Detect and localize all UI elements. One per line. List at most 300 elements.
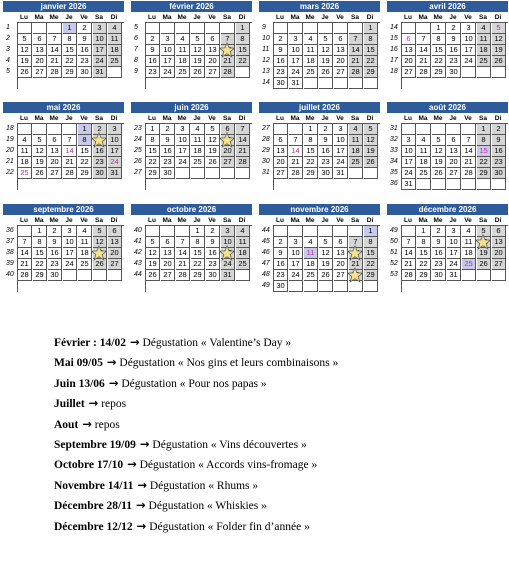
weekday-header: Ma — [162, 115, 172, 122]
day-cell: 26 — [477, 259, 491, 270]
week-number: 8 — [134, 57, 138, 64]
day-cell: 6 — [447, 135, 461, 146]
day-cell: 24 — [161, 67, 175, 78]
day-cell: 21 — [349, 259, 363, 270]
event-date: Juin 13/06 — [54, 377, 105, 390]
weekday-header: Sa — [223, 217, 231, 224]
day-cell: 4 — [18, 135, 32, 146]
day-cell: 16 — [93, 146, 107, 157]
day-cell: 27 — [402, 67, 416, 78]
event-date: Décembre 28/11 — [54, 500, 133, 513]
weekday-header: Me — [305, 14, 315, 21]
day-cell: 6 — [402, 34, 416, 45]
day-cell: 11 — [304, 248, 318, 259]
day-cell: 28 — [289, 168, 303, 179]
weekday-header: Di — [110, 14, 118, 21]
day-cell: 27 — [334, 67, 348, 78]
week-number: 13 — [262, 68, 270, 75]
day-cell: 8 — [33, 237, 47, 248]
day-cell: 26 — [191, 67, 205, 78]
event-line — [54, 414, 120, 434]
day-cell: 25 — [349, 157, 363, 168]
weekday-header: Me — [49, 14, 59, 21]
day-cell: 16 — [48, 248, 62, 259]
day-cell: 26 — [364, 157, 378, 168]
weekday-header: Ma — [34, 14, 44, 21]
month-title: février 2026 — [131, 1, 252, 12]
day-cell: 22 — [191, 259, 205, 270]
day-cell: 23 — [146, 67, 160, 78]
day-cell: 17 — [289, 56, 303, 67]
day-cell: 18 — [108, 45, 122, 56]
weekday-header: Lu — [148, 14, 156, 21]
day-cell: 26 — [206, 157, 220, 168]
arrow-icon: → — [125, 335, 140, 349]
day-cell: 8 — [78, 135, 92, 146]
day-cell — [477, 67, 491, 78]
event-date: Octobre 17/10 — [54, 459, 124, 472]
day-cell: 7 — [417, 34, 431, 45]
day-cell: 8 — [191, 237, 205, 248]
day-cell: 27 — [492, 259, 506, 270]
day-cell: 12 — [432, 146, 446, 157]
day-cell: 23 — [78, 56, 92, 67]
week-number: 25 — [134, 147, 142, 154]
day-cell: 2 — [432, 226, 446, 237]
week-number: 43 — [134, 260, 142, 267]
week-number: 27 — [134, 169, 142, 176]
day-cell: 16 — [492, 146, 506, 157]
weekday-header: Je — [65, 115, 73, 122]
month-title: juin 2026 — [131, 102, 252, 113]
day-cell: 22 — [432, 56, 446, 67]
day-cell: 13 — [334, 248, 348, 259]
day-cell: 5 — [93, 226, 107, 237]
day-cell: 21 — [462, 157, 476, 168]
day-cell: 15 — [364, 45, 378, 56]
event-text: Dégustation « Valentine’s Day » — [139, 337, 292, 349]
weekday-header: Di — [366, 14, 374, 21]
day-cell: 11 — [477, 34, 491, 45]
day-cell: 27 — [221, 157, 235, 168]
day-cell: 1 — [191, 226, 205, 237]
day-cell: 29 — [63, 67, 77, 78]
day-cell: 16 — [146, 56, 160, 67]
day-cell: 29 — [364, 67, 378, 78]
day-cell: 3 — [402, 135, 416, 146]
day-cell: 16 — [78, 45, 92, 56]
day-cell: 14 — [402, 248, 416, 259]
weekday-header: Di — [366, 217, 374, 224]
week-number: 3 — [6, 46, 10, 53]
week-number: 31 — [262, 169, 270, 176]
day-cell — [304, 78, 318, 89]
day-cell: 20 — [48, 157, 62, 168]
week-number: 36 — [6, 227, 14, 234]
day-cell: 30 — [78, 67, 92, 78]
week-number: 12 — [262, 57, 270, 64]
day-cell: 17 — [462, 45, 476, 56]
day-cell: 9 — [432, 237, 446, 248]
day-cell: 2 — [93, 124, 107, 135]
week-number: 33 — [390, 147, 398, 154]
month-7 — [387, 102, 508, 196]
day-cell: 25 — [78, 259, 92, 270]
week-number: 19 — [6, 136, 14, 143]
month-5 — [131, 102, 252, 196]
weekday-header: Lu — [148, 115, 156, 122]
day-cell: 27 — [274, 168, 288, 179]
day-cell: 5 — [432, 135, 446, 146]
day-cell — [334, 78, 348, 89]
day-cell: 6 — [33, 34, 47, 45]
day-cell: 16 — [206, 248, 220, 259]
week-number: 20 — [6, 147, 14, 154]
day-cell: 15 — [63, 45, 77, 56]
day-cell: 30 — [274, 281, 288, 292]
weekday-header: Sa — [351, 217, 359, 224]
weekday-header: Je — [449, 217, 457, 224]
day-cell: 24 — [289, 67, 303, 78]
month-title: avril 2026 — [387, 1, 508, 12]
day-cell — [108, 67, 122, 78]
day-cell: 12 — [206, 135, 220, 146]
weekday-header: Sa — [223, 14, 231, 21]
month-11 — [387, 204, 508, 298]
day-cell: 12 — [319, 45, 333, 56]
day-cell — [432, 124, 446, 135]
event-line — [54, 373, 267, 393]
day-grid — [401, 22, 508, 89]
weekday-header: Di — [494, 217, 502, 224]
day-cell: 12 — [18, 45, 32, 56]
weekday-header: Ma — [290, 14, 300, 21]
day-cell: 26 — [492, 56, 506, 67]
day-cell: 18 — [176, 56, 190, 67]
week-number: 28 — [262, 136, 270, 143]
day-cell: 5 — [319, 34, 333, 45]
event-text: Dégustation « Vins découvertes » — [149, 439, 307, 451]
day-cell: 14 — [48, 45, 62, 56]
day-cell — [334, 23, 348, 34]
weekday-header: Ve — [464, 14, 472, 21]
day-cell: 22 — [364, 56, 378, 67]
day-cell: 22 — [63, 56, 77, 67]
weekday-header: Me — [177, 115, 187, 122]
weekday-header: Ma — [34, 217, 44, 224]
day-cell: 4 — [191, 124, 205, 135]
weekday-header: Ve — [336, 217, 344, 224]
month-6 — [259, 102, 380, 196]
day-cell: 30 — [492, 168, 506, 179]
day-cell: 15 — [191, 248, 205, 259]
day-cell: 3 — [221, 226, 235, 237]
weekday-header: Ma — [418, 217, 428, 224]
event-date: Juillet — [54, 398, 85, 411]
day-cell: 5 — [492, 23, 506, 34]
day-cell — [417, 23, 431, 34]
day-cell: 19 — [319, 56, 333, 67]
day-cell: 3 — [63, 226, 77, 237]
day-cell: 14 — [18, 248, 32, 259]
day-cell: 18 — [304, 56, 318, 67]
day-cell: 22 — [236, 56, 250, 67]
day-cell — [364, 78, 378, 89]
day-cell: 15 — [417, 248, 431, 259]
day-cell: 6 — [108, 226, 122, 237]
day-cell: 2 — [78, 23, 92, 34]
day-cell: 21 — [402, 259, 416, 270]
weekday-header: Ve — [336, 115, 344, 122]
day-cell: 23 — [432, 259, 446, 270]
week-number: 48 — [262, 271, 270, 278]
week-number: 5 — [6, 68, 10, 75]
week-number: 42 — [134, 249, 142, 256]
star-icon — [219, 132, 235, 148]
weekday-header: Me — [433, 14, 443, 21]
day-cell — [319, 281, 333, 292]
day-cell — [319, 23, 333, 34]
day-cell — [349, 78, 363, 89]
day-cell: 30 — [161, 168, 175, 179]
weekday-header: Lu — [276, 217, 284, 224]
event-line — [54, 393, 126, 413]
day-cell — [78, 270, 92, 281]
day-cell: 30 — [447, 67, 461, 78]
day-cell: 27 — [161, 270, 175, 281]
weekday-header: Ma — [162, 217, 172, 224]
day-cell: 21 — [18, 259, 32, 270]
weekday-header: Me — [49, 217, 59, 224]
day-cell — [93, 270, 107, 281]
day-cell: 1 — [63, 23, 77, 34]
day-cell: 11 — [18, 146, 32, 157]
day-cell: 4 — [349, 124, 363, 135]
weekday-header: Ve — [80, 217, 88, 224]
day-cell: 4 — [304, 34, 318, 45]
weekday-header: Je — [449, 115, 457, 122]
week-number: 22 — [6, 169, 14, 176]
month-title: novembre 2026 — [259, 204, 380, 215]
day-cell — [432, 179, 446, 190]
day-cell: 19 — [33, 157, 47, 168]
day-cell — [176, 168, 190, 179]
week-number: 46 — [262, 249, 270, 256]
day-cell: 1 — [364, 23, 378, 34]
day-cell: 7 — [236, 124, 250, 135]
week-number: 41 — [134, 238, 142, 245]
day-cell: 7 — [349, 34, 363, 45]
day-cell: 13 — [447, 146, 461, 157]
day-cell: 10 — [402, 146, 416, 157]
day-cell — [492, 270, 506, 281]
day-cell: 14 — [176, 248, 190, 259]
day-cell: 8 — [432, 34, 446, 45]
day-cell — [304, 23, 318, 34]
day-cell — [63, 270, 77, 281]
day-cell: 5 — [206, 124, 220, 135]
week-number: 52 — [390, 260, 398, 267]
weekday-header: Ve — [464, 217, 472, 224]
event-text: Dégustation « Accords vins-fromage » — [136, 459, 318, 472]
day-cell: 28 — [462, 168, 476, 179]
day-cell: 10 — [447, 237, 461, 248]
event-line — [54, 475, 258, 495]
day-cell: 16 — [161, 146, 175, 157]
weekday-header: Je — [321, 115, 329, 122]
day-cell — [402, 124, 416, 135]
day-cell — [18, 23, 32, 34]
day-cell — [349, 168, 363, 179]
day-cell: 9 — [78, 34, 92, 45]
day-cell: 22 — [304, 157, 318, 168]
day-cell — [349, 23, 363, 34]
day-cell: 25 — [417, 168, 431, 179]
day-cell: 18 — [236, 248, 250, 259]
day-cell: 28 — [349, 67, 363, 78]
day-cell: 4 — [236, 226, 250, 237]
day-cell: 4 — [477, 23, 491, 34]
day-cell: 12 — [33, 146, 47, 157]
week-number: 7 — [134, 46, 138, 53]
day-cell: 8 — [63, 34, 77, 45]
day-cell: 20 — [447, 157, 461, 168]
week-number: 14 — [262, 79, 270, 86]
day-cell: 14 — [417, 45, 431, 56]
day-cell: 5 — [364, 124, 378, 135]
month-title: janvier 2026 — [3, 1, 124, 12]
day-cell: 25 — [304, 67, 318, 78]
day-cell — [349, 226, 363, 237]
day-cell: 8 — [364, 34, 378, 45]
day-cell: 1 — [477, 124, 491, 135]
weekday-header: Di — [494, 14, 502, 21]
day-cell: 2 — [161, 124, 175, 135]
day-cell: 13 — [48, 146, 62, 157]
day-cell: 20 — [161, 259, 175, 270]
weekday-header: Di — [238, 217, 246, 224]
day-cell: 5 — [477, 226, 491, 237]
arrow-icon: → — [102, 355, 117, 370]
week-number: 6 — [134, 35, 138, 42]
weekday-header: Lu — [20, 217, 28, 224]
day-cell: 28 — [402, 270, 416, 281]
event-line — [54, 454, 317, 474]
day-cell — [492, 179, 506, 190]
day-cell: 6 — [206, 34, 220, 45]
event-date: Aout — [54, 418, 79, 431]
day-cell: 11 — [78, 237, 92, 248]
day-cell: 25 — [304, 270, 318, 281]
day-cell: 28 — [18, 270, 32, 281]
day-cell: 4 — [78, 226, 92, 237]
day-cell: 23 — [93, 157, 107, 168]
day-cell — [477, 270, 491, 281]
weekday-header: Di — [110, 217, 118, 224]
day-cell: 1 — [304, 124, 318, 135]
day-cell: 19 — [364, 146, 378, 157]
day-cell — [236, 67, 250, 78]
day-cell: 26 — [18, 67, 32, 78]
day-cell: 18 — [462, 248, 476, 259]
day-cell — [48, 23, 62, 34]
day-cell: 31 — [447, 270, 461, 281]
day-cell: 17 — [93, 45, 107, 56]
weekday-header: Sa — [479, 115, 487, 122]
month-title: mai 2026 — [3, 102, 124, 113]
week-number: 15 — [390, 35, 398, 42]
weekday-header: Je — [193, 217, 201, 224]
day-cell: 7 — [18, 237, 32, 248]
day-cell — [364, 281, 378, 292]
day-cell: 6 — [48, 135, 62, 146]
week-number: 18 — [390, 68, 398, 75]
day-cell: 24 — [462, 56, 476, 67]
day-cell: 30 — [274, 78, 288, 89]
day-cell — [334, 226, 348, 237]
weekday-header: Je — [321, 14, 329, 21]
day-cell: 20 — [492, 248, 506, 259]
weekday-header: Me — [177, 217, 187, 224]
day-cell: 23 — [274, 270, 288, 281]
week-number: 21 — [6, 158, 14, 165]
day-cell: 11 — [191, 135, 205, 146]
week-number: 5 — [134, 24, 138, 31]
day-cell — [146, 23, 160, 34]
day-grid — [273, 22, 380, 89]
day-cell — [402, 23, 416, 34]
day-cell: 21 — [349, 56, 363, 67]
weekday-header: Je — [65, 14, 73, 21]
day-cell: 13 — [274, 146, 288, 157]
day-cell: 17 — [447, 248, 461, 259]
day-cell: 4 — [108, 23, 122, 34]
weekday-header: Ve — [464, 115, 472, 122]
day-cell: 18 — [349, 146, 363, 157]
day-cell: 25 — [477, 56, 491, 67]
day-cell — [304, 226, 318, 237]
day-cell — [63, 124, 77, 135]
weekday-header: Me — [49, 115, 59, 122]
day-cell: 25 — [176, 67, 190, 78]
day-grid — [145, 123, 252, 190]
weekday-header: Ve — [208, 115, 216, 122]
day-cell: 28 — [236, 157, 250, 168]
day-cell: 10 — [161, 45, 175, 56]
day-cell: 15 — [78, 146, 92, 157]
weekday-header: Me — [305, 217, 315, 224]
weekday-header: Sa — [351, 14, 359, 21]
week-number: 29 — [262, 147, 270, 154]
day-cell: 8 — [417, 237, 431, 248]
weekday-header: Di — [238, 115, 246, 122]
day-cell: 6 — [161, 237, 175, 248]
arrow-icon: → — [132, 518, 147, 533]
day-cell: 10 — [221, 237, 235, 248]
day-cell: 3 — [161, 34, 175, 45]
arrow-icon: → — [133, 477, 147, 492]
day-cell: 22 — [364, 259, 378, 270]
week-number: 38 — [6, 249, 14, 256]
day-cell: 7 — [402, 237, 416, 248]
day-cell: 13 — [206, 45, 220, 56]
star-icon — [347, 245, 363, 261]
day-cell: 2 — [319, 124, 333, 135]
day-cell: 8 — [304, 135, 318, 146]
month-0 — [3, 1, 124, 95]
day-cell: 27 — [108, 259, 122, 270]
day-cell: 8 — [236, 34, 250, 45]
